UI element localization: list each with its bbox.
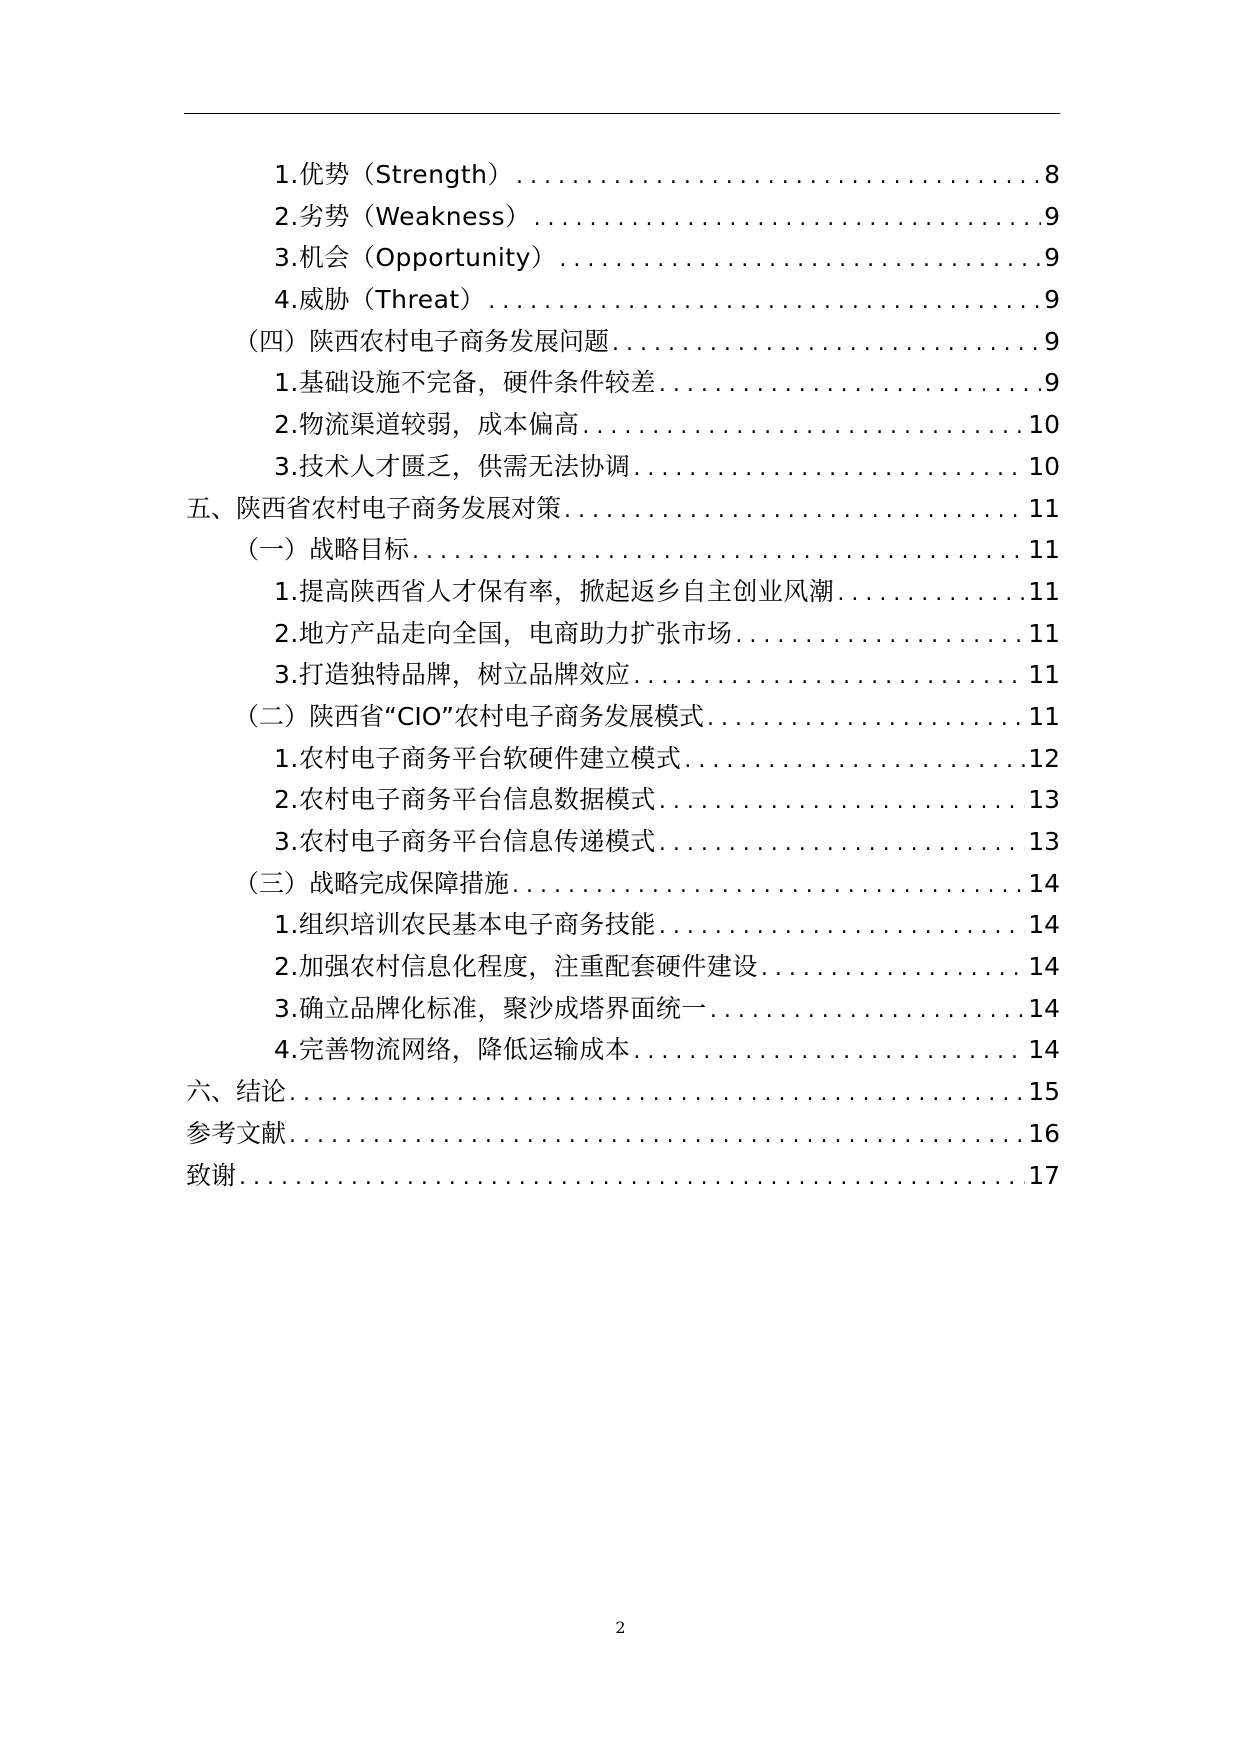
toc-entry-page: 16 — [1028, 1118, 1060, 1148]
toc-entry-page: 14 — [1028, 868, 1060, 898]
toc-entry-title: 4.完善物流网络，降低运输成本 — [274, 1035, 631, 1065]
toc-dot-leader — [516, 156, 1041, 198]
toc-entry[interactable] — [186, 946, 1060, 988]
toc-dot-leader — [534, 198, 1042, 240]
toc-entry-title: 1.组织培训农民基本电子商务技能 — [274, 910, 656, 940]
toc-dot-leader — [633, 1031, 1025, 1073]
toc-dot-leader — [659, 781, 1025, 823]
toc-entry[interactable] — [186, 362, 1060, 404]
toc-entry-page: 14 — [1028, 910, 1060, 940]
toc-dot-leader — [512, 865, 1025, 907]
toc-dot-leader — [659, 823, 1025, 865]
page-number: 2 — [615, 1618, 626, 1637]
toc-entry-title: 参考文献 — [186, 1118, 287, 1148]
toc-dot-leader — [612, 323, 1041, 365]
toc-entry-title: 4.威胁（Threat） — [274, 285, 486, 315]
toc-entry[interactable] — [186, 237, 1060, 279]
toc-entry-page: 14 — [1028, 1035, 1060, 1065]
toc-entry-page: 11 — [1028, 576, 1060, 606]
toc-entry[interactable] — [186, 1071, 1060, 1113]
toc-entry-page: 11 — [1028, 701, 1060, 731]
toc-entry-page: 11 — [1028, 618, 1060, 648]
toc-dot-leader — [633, 656, 1025, 698]
toc-entry-title: 1.基础设施不完备，硬件条件较差 — [274, 368, 656, 398]
toc-dot-leader — [289, 1073, 1025, 1115]
toc-entry-title: （三）战略完成保障措施 — [234, 868, 510, 898]
toc-dot-leader — [488, 281, 1041, 323]
toc-entry[interactable] — [186, 1155, 1060, 1197]
toc-dot-leader — [564, 490, 1025, 532]
toc-dot-leader — [559, 239, 1041, 281]
toc-entry-title: 1.提高陕西省人才保有率，掀起返乡自主创业风潮 — [274, 576, 835, 606]
toc-entry-page: 13 — [1028, 827, 1060, 856]
toc-entry-page: 9 — [1044, 201, 1060, 231]
toc-entry[interactable] — [186, 1029, 1060, 1071]
toc-entry[interactable] — [186, 279, 1060, 321]
toc-dot-leader — [633, 448, 1025, 490]
toc-entry-title: 五、陕西省农村电子商务发展对策 — [186, 493, 562, 523]
toc-entry[interactable] — [186, 904, 1060, 946]
toc-dot-leader — [289, 1115, 1025, 1157]
toc-entry-page: 12 — [1028, 743, 1060, 773]
toc-dot-leader — [582, 406, 1025, 448]
toc-entry-title: 3.技术人才匮乏，供需无法协调 — [274, 451, 631, 481]
toc-entry-title: （四）陕西农村电子商务发展问题 — [234, 326, 610, 356]
toc-entry[interactable] — [186, 654, 1060, 696]
toc-dot-leader — [684, 740, 1025, 782]
toc-dot-leader — [239, 1157, 1025, 1199]
toc-entry-title: 2.加强农村信息化程度，注重配套硬件建设 — [274, 952, 758, 982]
toc-entry[interactable] — [186, 779, 1060, 821]
toc-dot-leader — [710, 990, 1025, 1032]
toc-entry[interactable] — [186, 1113, 1060, 1155]
toc-entry-page: 11 — [1028, 493, 1060, 523]
toc-entry-page: 11 — [1028, 535, 1060, 565]
toc-entry-title: 3.确立品牌化标准，聚沙成塔界面统一 — [274, 993, 707, 1023]
toc-dot-leader — [659, 364, 1041, 406]
toc-entry[interactable] — [186, 529, 1060, 571]
toc-entry-page: 9 — [1044, 285, 1060, 315]
toc-entry[interactable] — [186, 571, 1060, 613]
toc-entry-title: 六、结论 — [186, 1077, 287, 1107]
toc-entry-title: （二）陕西省“CIO”农村电子商务发展模式 — [234, 701, 704, 731]
toc-entry-page: 13 — [1028, 785, 1060, 815]
toc-entry-title: 3.机会（Opportunity） — [274, 243, 557, 273]
toc-entry[interactable] — [186, 321, 1060, 363]
toc-entry-title: 1.农村电子商务平台软硬件建立模式 — [274, 743, 682, 773]
toc-entry-page: 14 — [1028, 952, 1060, 982]
toc-entry-page: 8 — [1044, 160, 1060, 189]
toc-entry-page: 10 — [1028, 410, 1060, 440]
toc-entry-title: 2.物流渠道较弱，成本偏高 — [274, 410, 580, 440]
toc-entry-title: 3.打造独特品牌，树立品牌效应 — [274, 660, 631, 690]
toc-entry[interactable] — [186, 446, 1060, 488]
toc-entry-title: 2.劣势（Weakness） — [274, 201, 531, 231]
toc-entry[interactable] — [186, 613, 1060, 655]
toc-entry-page: 15 — [1028, 1077, 1060, 1107]
toc-entry[interactable] — [186, 863, 1060, 905]
toc-entry[interactable] — [186, 488, 1060, 530]
header-rule — [184, 113, 1060, 114]
toc-entry-title: 2.地方产品走向全国，电商助力扩张市场 — [274, 618, 733, 648]
toc-entry-page: 14 — [1028, 993, 1060, 1023]
toc-entry-title: 1.优势（Strength） — [274, 160, 513, 189]
toc-entry-title: （一）战略目标 — [234, 535, 410, 565]
toc-entry[interactable] — [186, 154, 1060, 196]
toc-entry-page: 9 — [1044, 243, 1060, 273]
toc-dot-leader — [837, 573, 1025, 615]
toc-entry-page: 17 — [1028, 1160, 1060, 1190]
toc-entry[interactable] — [186, 404, 1060, 446]
toc-dot-leader — [659, 906, 1025, 948]
toc-entry-page: 9 — [1044, 326, 1060, 356]
toc-entry-title: 致谢 — [186, 1160, 237, 1190]
toc-entry-title: 3.农村电子商务平台信息传递模式 — [274, 827, 656, 856]
toc-dot-leader — [707, 698, 1025, 740]
toc-entry[interactable] — [186, 821, 1060, 863]
toc-entry-page: 10 — [1028, 451, 1060, 481]
toc-entry[interactable] — [186, 988, 1060, 1030]
toc-dot-leader — [412, 531, 1025, 573]
toc-entry-title: 2.农村电子商务平台信息数据模式 — [274, 785, 656, 815]
toc-entry-page: 11 — [1028, 660, 1060, 690]
toc-entry[interactable] — [186, 196, 1060, 238]
toc-dot-leader — [761, 948, 1025, 990]
toc-entry[interactable] — [186, 696, 1060, 738]
toc-dot-leader — [735, 615, 1025, 657]
table-of-contents — [186, 154, 1060, 1196]
toc-entry-page: 9 — [1044, 368, 1060, 398]
toc-entry[interactable] — [186, 738, 1060, 780]
